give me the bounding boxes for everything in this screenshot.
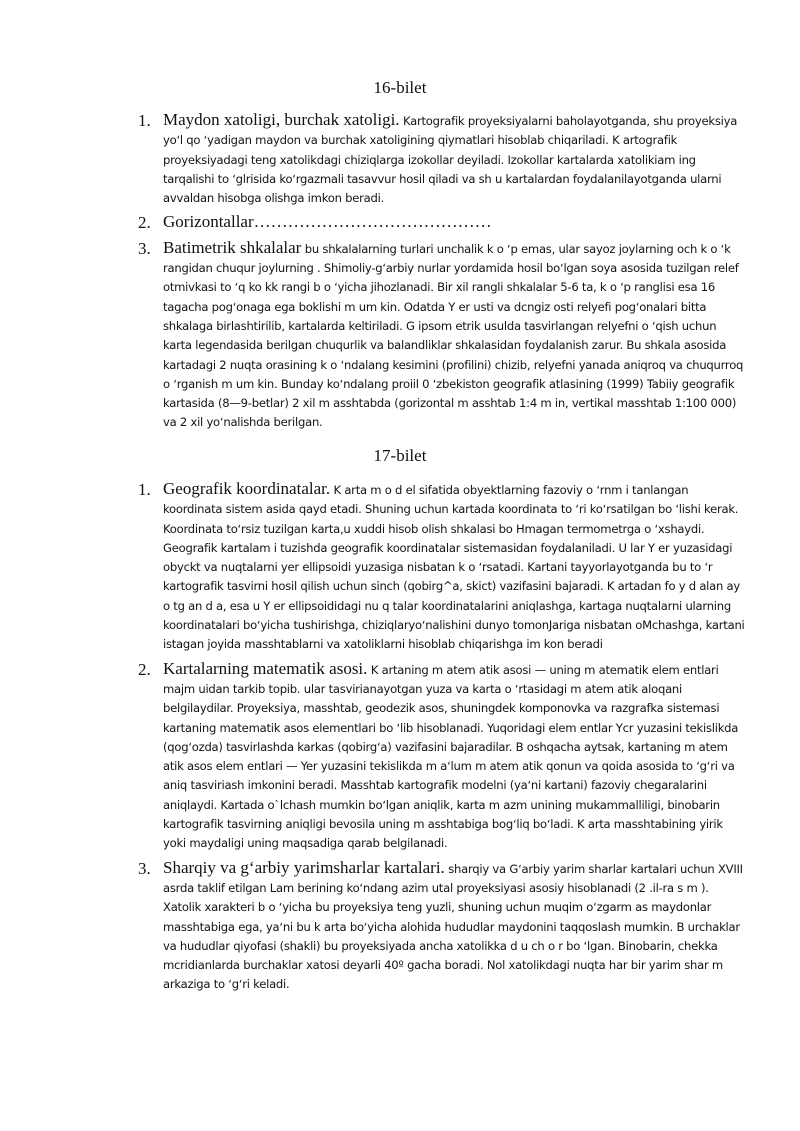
ticket-title: 16-bilet (373, 78, 427, 97)
question-heading: Sharqiy va gʻarbiy yarimsharlar kartalari. (163, 857, 445, 877)
question-item (0, 659, 800, 854)
question-item (0, 858, 800, 995)
question-body (163, 110, 745, 208)
ticket-question-list (0, 479, 800, 999)
question-body (163, 479, 745, 655)
question-body (163, 659, 745, 854)
question-text: Kartografik proyeksiyalarni baholayotganda, shu proyeksiya yoʻl qo ʻyadigan maydon va burchak xatoligining qiymatlari hisoblab chiqariladi. K artografik proyeksiyadagi teng xatolikdagi chiziqlarga izokollar deyiladi. Izokollar kartalarda xatolikiam ing tarqalishi to ʻglrisida koʻrgazmali tasavvur hosil qiladi va sh u kartalardan foydalanilayotganda ularni avvaldan hisobga olishga imkon beradi. (163, 114, 738, 206)
question-heading: Kartalarning matematik asosi. (163, 658, 368, 678)
question-body (163, 238, 745, 433)
question-heading: Maydon xatoligi, burchak xatoligi. (163, 110, 400, 129)
question-item (0, 238, 800, 433)
question-number: 1. (138, 111, 151, 130)
question-heading: Batimetrik shkalalar (163, 237, 302, 257)
question-text: K artaning m atem atik asosi — uning m atematik elem entlari majm uidan tarkib topib. ular tasvirianayotgan yuza va karta o ʻrtasidagi m atem atik aloqani belgilaydilar. Proyeksiya, masshtab, geodezik asos, shuningdek komponovka va razgrafka sistemasi kartaning matematik asos elementlari bo ʻlib hisoblanadi. Yuqoridagi elem entlar Ycr yuzasini tekislikda (qogʻozda) tasvirlashda karkas (qobirgʻa) vazifasini bajaradilar. B oshqacha aytsak, kartaning m atem atik asos elem entlari — Yer yuzasini tekislikda m aʻlum m atem atik qonun va qoida asosida to ʻgʻri va aniq tasviriash imkonini beradi. Masshtab kartografik modelni (yaʻni kartani) fazoviy chegaralarini aniqlaydi. Kartada o`lchash mumkin boʻlgan aniqlik, karta m azm unining mukammalliligi, binobarin kartografik tasvirning aniqligi bevosila uning m asshtabiga bogʻliq boʻladi. K arta masshtabining yirik yoki maydaligi uning maqsadiga qarab belgilanadi. (163, 662, 739, 851)
question-number: 2. (138, 659, 151, 679)
question-text: K arta m o d el sifatida obyektlarning fazoviy o ʻrnm i tanlangan koordinata sistem asida qayd etadi. Shuning uchun kartada koordinata to ʻri koʻrsatilgan bo ʻlishi kerak. Koordinata toʻrsiz tuzilgan karta,u xuddi hisob olish shkalasi bo Hmagan termometrga o ʻxshaydi. Geografik kartalam i tuzishda geografik koordinatalar sistemasidan foydalaniladi. U lar Y er yuzasidagi obyckt va nuqtalarni yer ellipsoidi yuzasiga nisbatan k o ʻrsatadi. Kartani tayyorlayotganda bu to ʻr kartografik tasvirni hosil qilish uchun sinch (qobirg^a, skict) vazifasini bajaradi. K artadan fo y d alan ay o tg an d a, esa u Y er ellipsoididagi nu q talar koordinatalarini aniqlashga, kartaga nuqtalarni ularning koordinatalari boʻyicha tushirishga, chiziqlaryoʻnalishini dunyo tomonJariga nisbatan oMchashga, kartani istagan joyida masshtablarni va xatoliklarni hisoblab chiqarishga im kon beradi (163, 483, 745, 652)
question-heading: Gorizontallar…………………………………… (163, 212, 492, 232)
question-number: 2. (138, 213, 151, 233)
question-number: 1. (138, 480, 151, 499)
question-body (163, 858, 745, 995)
question-body (163, 212, 745, 233)
ticket-question-list (0, 110, 800, 437)
question-text: bu shkalalarning turlari unchalik k o ʻp emas, ular sayoz joylarning och k o ʻk rangidan chuqur joylurning . Shimoliy-gʻarbiy nurlar yordamida hosil boʻlgan soya asosida tuzilgan relef otmivkasi to ʻq ko kk rangi b o ʻyicha jihozlanadi. Bir xil rangli shkalalar 5-6 ta, k o ʻp ranglisi esa 16 tagacha pogʻonaga ega boklishi m um kin. Odatda Y er usti va dcngiz osti relyefi pogʻonalari bitta shkalaga birlashtirilib, kartalarda keltiriladi. G ipsom etrik usulda tasvirlangan relyefni o ʻqish uchun karta legendasida berilgan chuqurlik va balandliklar shkalasidan foydalanish zarur. Bu shkala asosida kartadagi 2 nuqta orasining k o ʻndalang kesimini (profilini) chizib, relyefni yanada aniqroq va chuqurroq o ʻrganish m um kin. Bunday koʻndalang proiil 0 ʻzbekiston geografik atlasining (1999) Tabiiy geografik kartasida (8—9-betlar) 2 xil m asshtabda (gorizontal m asshtab 1:4 m in, vertikal masshtab 1:100 000) va 2 xil yoʻnalishda berilgan. (163, 241, 744, 430)
question-heading: Geografik koordinatalar. (163, 479, 331, 498)
question-item (0, 479, 800, 655)
question-number: 3. (138, 858, 151, 878)
question-item (0, 212, 800, 233)
question-text: sharqiy va Gʻarbiy yarim sharlar kartalari uchun XVIII asrda taklif etilgan Lam berining koʻndang azim utal proyeksiyasi asosiy hisoblanadi (2 .il-ra s m ). Xatolik xarakteri b o ʻyicha bu proyeksiya teng yuzli, shuning uchun muqim oʻzgarm as maydonlar masshtabiga ega, yaʻni bu k arta boʻyicha alohida hududlar maydonini taqqoslash mumkin. B urchaklar va hududlar qiyofasi (shakli) bu proyeksiyada ancha xatolikka d u ch o r bo ʻlgan. Binobarin, chekka mcridianlarda burchaklar xatosi deyarli 40º gacha boradi. Nol xatolikdagi nuqta har bir yarim shar m arkaziga to ʻgʻri keladi. (163, 861, 743, 992)
question-item (0, 110, 800, 208)
ticket-title: 17-bilet (373, 446, 427, 465)
question-number: 3. (138, 238, 151, 258)
